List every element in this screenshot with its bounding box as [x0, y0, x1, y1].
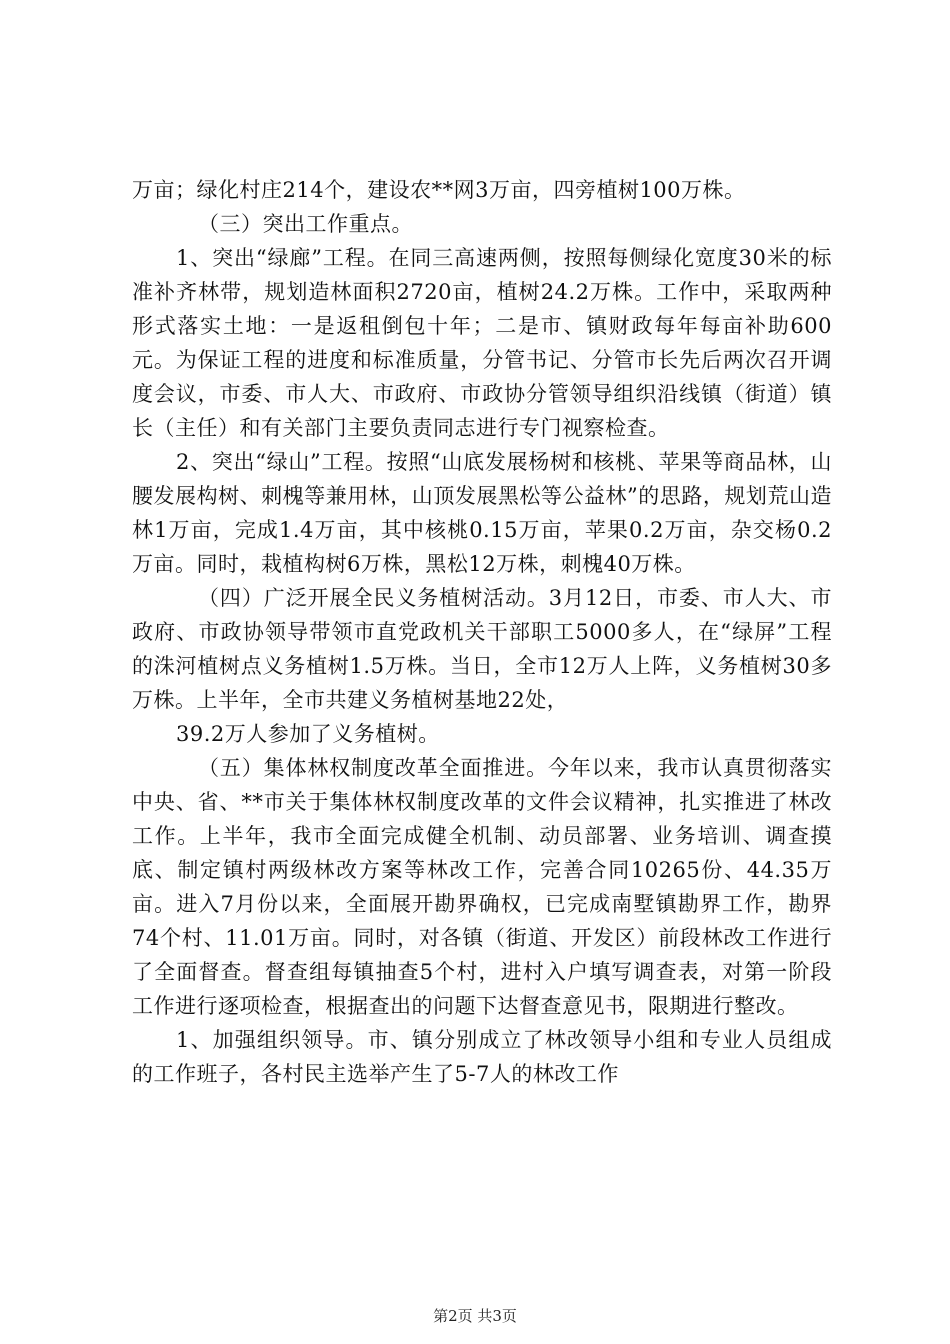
paragraph-participants: 39.2万人参加了义务植树。 — [176, 722, 440, 746]
document-body — [132, 173, 832, 1091]
paragraph-tree-planting: （四）广泛开展全民义务植树活动。3月12日，市委、市人大、市政府、市政协领导带领市直党政机关干部职工5000多人，在“绿屏”工程的洙河植树点义务植树1.5万株。当日，全市12万人上阵，义务植树30多万株。上半年，全市共建义务植树基地22处， — [132, 586, 832, 712]
paragraph-green-corridor: 1、突出“绿廊”工程。在同三高速两侧，按照每侧绿化宽度30米的标准补齐林带，规划造林面积2720亩，植树24.2万株。工作中，采取两种形式落实土地：一是返租倒包十年；二是市、镇财政每年每亩补助600元。为保证工程的进度和标准质量，分管书记、分管市长先后两次召开调度会议，市委、市人大、市政府、市政协分管领导组织沿线镇（街道）镇长（主任）和有关部门主要负责同志进行专门视察检查。 — [132, 246, 832, 440]
paragraph-forest-reform: （五）集体林权制度改革全面推进。今年以来，我市认真贯彻落实中央、省、**市关于集体林权制度改革的文件会议精神，扎实推进了林改工作。上半年，我市全面完成健全机制、动员部署、业务培训、调查摸底、制定镇村两级林改方案等林改工作，完善合同10265份、44.35万亩。进入7月份以来，全面展开勘界确权，已完成南墅镇勘界工作，勘界74个村、11.01万亩。同时，对各镇（街道、开发区）前段林改工作进行了全面督查。督查组每镇抽查5个村，进村入户填写调查表，对第一阶段工作进行逐项检查，根据查出的问题下达督查意见书，限期进行整改。 — [132, 756, 832, 1018]
paragraph-organization: 1、加强组织领导。市、镇分别成立了林改领导小组和专业人员组成的工作班子，各村民主选举产生了5-7人的林改工作 — [132, 1028, 832, 1086]
paragraph-green-mountain: 2、突出“绿山”工程。按照“山底发展杨树和核桃、苹果等商品林，山腰发展构树、刺槐等兼用林，山顶发展黑松等公益林”的思路，规划荒山造林1万亩，完成1.4万亩，其中核桃0.15万亩，苹果0.2万亩，杂交杨0.2万亩。同时，栽植构树6万株，黑松12万株，刺槐40万株。 — [132, 450, 832, 576]
paragraph-continuation: 万亩；绿化村庄214个，建设农**网3万亩，四旁植树100万株。 — [132, 178, 746, 202]
page-footer: 第2页 共3页 — [433, 1307, 517, 1325]
section-heading-3: （三）突出工作重点。 — [198, 212, 413, 236]
